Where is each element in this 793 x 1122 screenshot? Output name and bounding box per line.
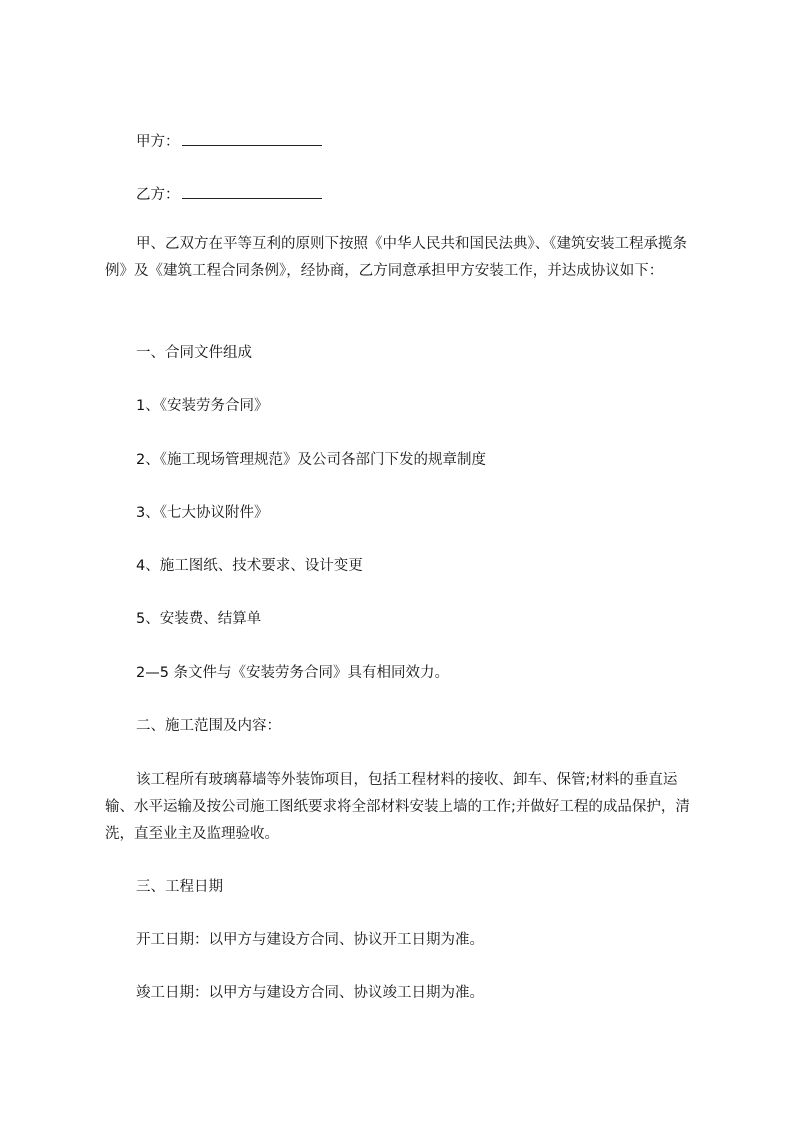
end-date-line: 竣工日期：以甲方与建设方合同、协议竣工日期为准。 [136,985,484,1001]
section1-heading: 一、合同文件组成 [136,345,252,361]
party-a-line [136,132,322,152]
section1-note: 2—5 条文件与《安装劳务合同》具有相同效力。 [136,665,450,681]
party-b-blank [182,185,322,199]
section1-item-5: 5、安装费、结算单 [136,611,262,627]
section3-heading: 三、工程日期 [136,879,223,895]
section1-item-4: 4、施工图纸、技术要求、设计变更 [136,558,363,574]
party-b-label: 乙方： [136,187,180,203]
section1-item-2: 2、《施工现场管理规范》及公司各部门下发的规章制度 [136,452,486,468]
section2-heading: 二、施工范围及内容： [136,718,281,734]
party-a-label: 甲方： [136,134,180,150]
start-date-line: 开工日期：以甲方与建设方合同、协议开工日期为准。 [136,932,484,948]
party-a-blank [182,132,322,146]
party-b-line [136,185,322,205]
section2-body: 该工程所有玻璃幕墙等外装饰项目，包括工程材料的接收、卸车、保管;材料的垂直运输、水平运输及按公司施工图纸要求将全部材料安装上墙的工作;并做好工程的成品保护，清洗，直至业主及监理验收。 [105,772,690,842]
section1-item-1: 1、《安装劳务合同》 [136,398,269,414]
section1-item-3: 3、《七大协议附件》 [136,505,269,521]
intro-paragraph: 甲、乙双方在平等互利的原则下按照《中华人民共和国民法典》、《建筑安装工程承揽条例》及《建筑工程合同条例》，经协商，乙方同意承担甲方安装工作，并达成协议如下： [105,236,687,279]
